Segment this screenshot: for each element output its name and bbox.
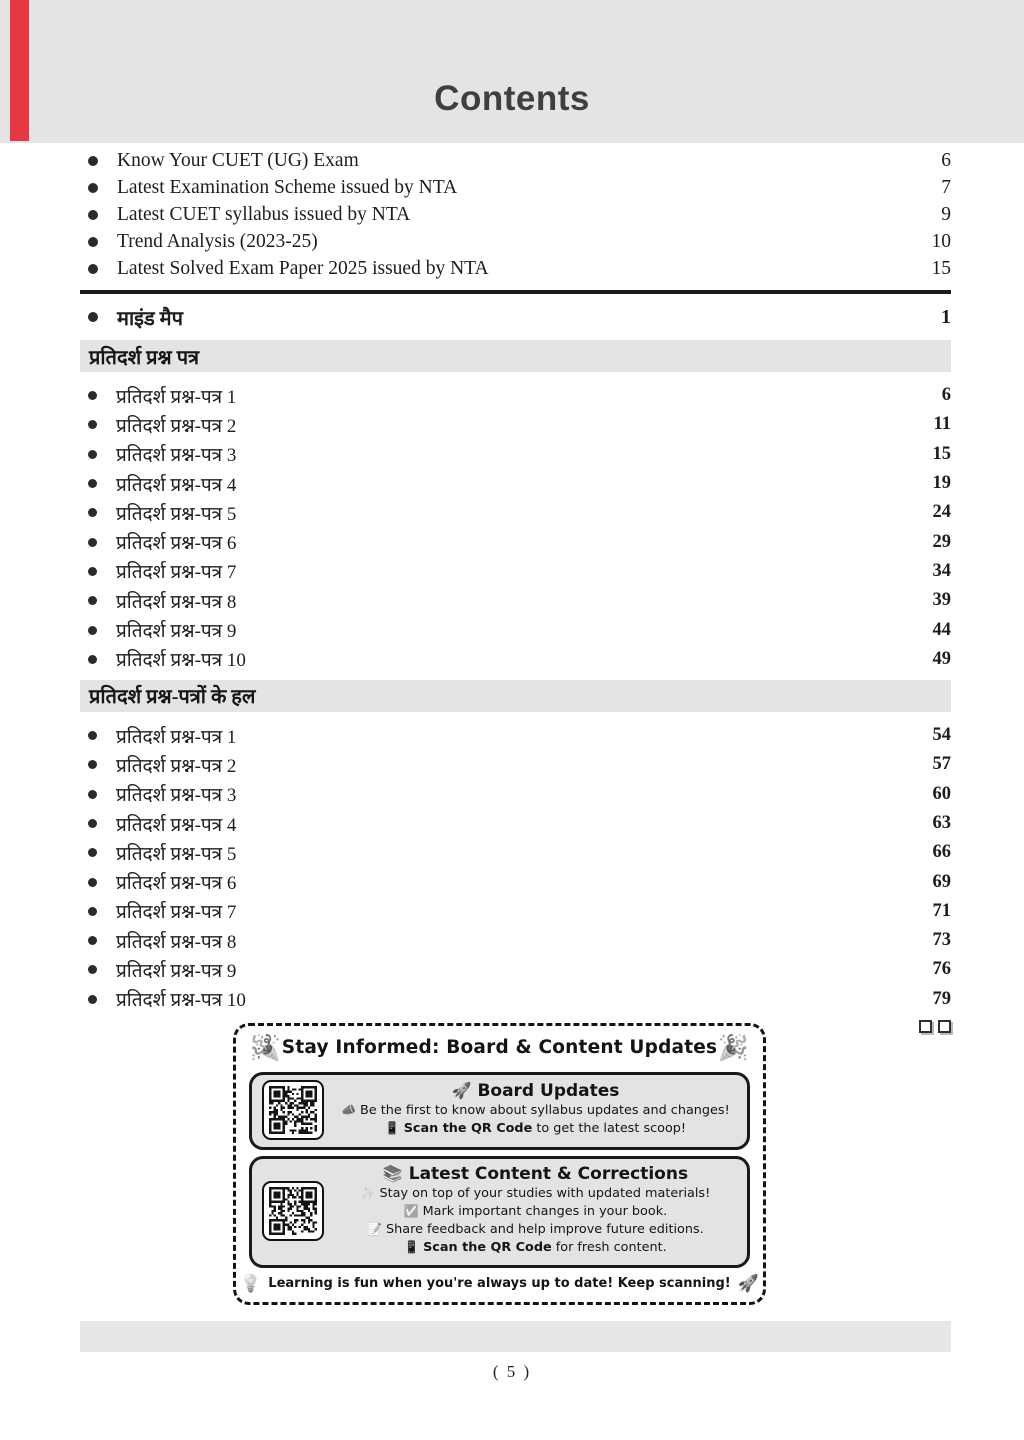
toc-entry-label: प्रतिदर्श प्रश्न-पत्र 8 [116, 931, 237, 953]
toc-entry [80, 201, 951, 228]
toc-entry-label: प्रतिदर्श प्रश्न-पत्र 7 [116, 562, 237, 584]
qr-code-icon [268, 1187, 318, 1235]
toc-entry-page: 24 [932, 502, 951, 523]
card-title-icon: 🚀 [451, 1081, 472, 1101]
toc-entry-page: 57 [932, 754, 951, 775]
toc-entry [80, 645, 951, 674]
bullet-icon [88, 237, 98, 247]
bullet-icon [88, 420, 97, 429]
bullet-icon [88, 626, 97, 635]
light-bulb-icon: 💡 [240, 1273, 262, 1294]
card-title-text: Board Updates [477, 1081, 620, 1102]
bullet-icon [88, 655, 97, 664]
toc-entry-page: 6 [941, 149, 951, 171]
card-line-icon: ✅ [403, 1204, 423, 1219]
bullet-icon [88, 210, 98, 220]
toc-entry-label: प्रतिदर्श प्रश्न-पत्र 3 [116, 785, 237, 807]
toc-entry-page: 7 [941, 176, 951, 198]
toc-entry-label: प्रतिदर्श प्रश्न-पत्र 9 [116, 621, 237, 643]
toc-entry-page: 34 [932, 560, 951, 581]
toc-entry [80, 557, 951, 586]
toc-entry-page: 66 [932, 842, 951, 863]
toc-entry-page: 71 [932, 900, 951, 921]
qr-code [262, 1080, 324, 1140]
toc-entry [80, 228, 951, 255]
bullet-icon [88, 264, 98, 274]
page-number: ( 5 ) [492, 1361, 532, 1381]
toc-entry [80, 750, 951, 779]
update-card [249, 1072, 750, 1150]
toc-entry-page: 9 [941, 203, 951, 225]
toc-entry-label: प्रतिदर्श प्रश्न-पत्र 4 [116, 814, 237, 836]
toc-entry-label: प्रतिदर्श प्रश्न-पत्र 4 [116, 474, 237, 496]
card-line: ✅ Mark important changes in your book. [403, 1204, 668, 1220]
bullet-icon [88, 538, 97, 547]
section-header-label: प्रतिदर्श प्रश्न पत्र [89, 346, 200, 369]
toc-entry-page: 15 [932, 443, 951, 464]
qr-code [262, 1181, 324, 1241]
bullet-icon [88, 848, 97, 857]
qr-code-icon [268, 1086, 318, 1134]
red-bookmark-tab [10, 0, 29, 141]
toc-entry-label: प्रतिदर्श प्रश्न-पत्र 1 [116, 386, 237, 408]
card-title-text: Latest Content & Corrections [408, 1163, 689, 1184]
toc-entry-label: माइंड मैप [117, 307, 183, 330]
toc-entry [80, 381, 951, 410]
toc-entry-page: 63 [932, 813, 951, 833]
update-card-title [334, 1081, 737, 1101]
bullet-icon [88, 391, 97, 400]
bullet-icon [88, 450, 97, 459]
page-title: Contents [434, 79, 590, 118]
toc-entry-page: 15 [931, 257, 951, 279]
update-card-body [334, 1081, 737, 1138]
toc-entry-page: 60 [932, 783, 951, 804]
stay-informed-title-row [249, 1031, 750, 1066]
bullet-icon [88, 790, 97, 799]
stay-informed-title: Stay Informed: Board & Content Updates [281, 1037, 718, 1059]
update-card-body [334, 1164, 737, 1258]
toc-entry-label: प्रतिदर्श प्रश्न-पत्र 5 [116, 503, 237, 525]
card-line: 📱 Scan the QR Code for fresh content. [404, 1240, 667, 1256]
toc-entry-page: 10 [931, 230, 951, 252]
toc-entry-label: Latest Examination Scheme issued by NTA [117, 176, 458, 198]
toc-section-list [80, 381, 951, 674]
toc-entry-label: प्रतिदर्श प्रश्न-पत्र 9 [116, 960, 237, 982]
party-popper-icon: 🎉 [250, 1032, 282, 1062]
bullet-icon [88, 596, 97, 605]
bullet-icon [88, 995, 97, 1004]
toc-entry-page: 76 [932, 959, 951, 980]
bullet-icon [88, 965, 97, 974]
toc-entry [80, 147, 951, 174]
toc-entry [80, 809, 951, 838]
toc-entry-page: 11 [933, 414, 951, 435]
bullet-icon [88, 936, 97, 945]
bullet-icon [88, 731, 97, 740]
toc-entry-label: प्रतिदर्श प्रश्न-पत्र 10 [116, 650, 246, 672]
stay-informed-footer [240, 1268, 759, 1294]
toc-entry-label: Latest Solved Exam Paper 2025 issued by NTA [117, 257, 489, 279]
toc-entry [80, 721, 951, 750]
bullet-icon [88, 156, 98, 166]
toc-entry-page: 73 [932, 930, 951, 951]
section-header-solutions [80, 680, 951, 712]
toc-entry-page: 79 [932, 988, 951, 1009]
toc-entry-page: 29 [932, 531, 951, 552]
section-header-sample-papers [80, 340, 951, 372]
toc-entry [80, 255, 951, 282]
toc-entry-label: प्रतिदर्श प्रश्न-पत्र 5 [116, 843, 237, 865]
toc-content [80, 147, 951, 1352]
toc-entry-page: 54 [932, 725, 951, 746]
section-header-label: प्रतिदर्श प्रश्न-पत्रों के हल [89, 686, 256, 709]
toc-entry-label: प्रतिदर्श प्रश्न-पत्र 6 [116, 533, 237, 555]
toc-entry-page: 39 [932, 590, 951, 611]
toc-entry [80, 780, 951, 809]
update-cards [249, 1072, 750, 1268]
toc-entry-label: प्रतिदर्श प्रश्न-पत्र 2 [116, 415, 237, 437]
card-line: ✨ Stay on top of your studies with updated materials! [360, 1185, 711, 1201]
end-square-icon [919, 1020, 932, 1033]
card-title-icon: 📚 [382, 1163, 403, 1183]
toc-entry [80, 615, 951, 644]
toc-section-list [80, 721, 951, 1014]
toc-entry-page: 1 [941, 305, 951, 328]
card-line: 📱 Scan the QR Code to get the latest scoop! [384, 1121, 687, 1137]
toc-english-list [80, 147, 951, 282]
toc-entry-label: Know Your CUET (UG) Exam [117, 149, 359, 171]
update-card-title [334, 1164, 737, 1184]
card-line: 📣 Be the first to know about syllabus updates and changes! [341, 1103, 730, 1119]
toc-entry [80, 527, 951, 556]
toc-entry [80, 410, 951, 439]
bullet-icon [88, 760, 97, 769]
card-line-icon: 📱 [404, 1240, 424, 1255]
bullet-icon [88, 479, 97, 488]
toc-entry [80, 586, 951, 615]
bullet-icon [88, 567, 97, 576]
end-square-icon [938, 1020, 951, 1033]
toc-entry-page: 6 [941, 385, 951, 406]
card-line-icon: 📱 [384, 1121, 404, 1136]
toc-entry [80, 469, 951, 498]
toc-entry-label: प्रतिदर्श प्रश्न-पत्र 7 [116, 902, 237, 924]
toc-entry-label: प्रतिदर्श प्रश्न-पत्र 2 [116, 755, 237, 777]
card-line-icon: 📣 [341, 1103, 361, 1118]
toc-entry [80, 440, 951, 469]
stay-informed-box [233, 1023, 766, 1305]
toc-entry-label: Trend Analysis (2023-25) [117, 230, 318, 252]
toc-entry [80, 985, 951, 1014]
bullet-icon [88, 312, 98, 322]
toc-entry [80, 955, 951, 984]
toc-entry [80, 926, 951, 955]
footer-text: Learning is fun when you're always up to date! Keep scanning! [268, 1276, 731, 1292]
toc-entry-page: 69 [932, 871, 951, 892]
toc-entry-page: 19 [932, 473, 951, 494]
party-popper-icon: 🎉 [717, 1032, 749, 1062]
card-line-icon: ✨ [360, 1185, 380, 1200]
card-line: 📝 Share feedback and help improve future editions. [367, 1222, 704, 1238]
bullet-icon [88, 878, 97, 887]
toc-entry-label: प्रतिदर्श प्रश्न-पत्र 6 [116, 873, 237, 895]
toc-entry [80, 174, 951, 201]
bullet-icon [88, 508, 97, 517]
toc-entry [80, 867, 951, 896]
rocket-icon: 🚀 [737, 1273, 759, 1294]
toc-mindmap-entry [80, 294, 951, 340]
toc-entry-label: प्रतिदर्श प्रश्न-पत्र 8 [116, 591, 237, 613]
update-card [249, 1156, 750, 1268]
page-header-band [0, 0, 1024, 143]
toc-entry-page: 49 [932, 648, 951, 669]
bullet-icon [88, 183, 98, 193]
toc-entry-label: प्रतिदर्श प्रश्न-पत्र 3 [116, 445, 237, 467]
toc-entry-label: प्रतिदर्श प्रश्न-पत्र 1 [116, 726, 237, 748]
footer-band [80, 1321, 951, 1352]
toc-entry-page: 44 [932, 619, 951, 640]
toc-entry [80, 838, 951, 867]
toc-entry-label: प्रतिदर्श प्रश्न-पत्र 10 [116, 990, 246, 1012]
card-line-icon: 📝 [367, 1222, 387, 1237]
toc-entry-label: Latest CUET syllabus issued by NTA [117, 203, 411, 225]
toc-entry [80, 897, 951, 926]
toc-entry [80, 498, 951, 527]
bullet-icon [88, 907, 97, 916]
bullet-icon [88, 819, 97, 828]
